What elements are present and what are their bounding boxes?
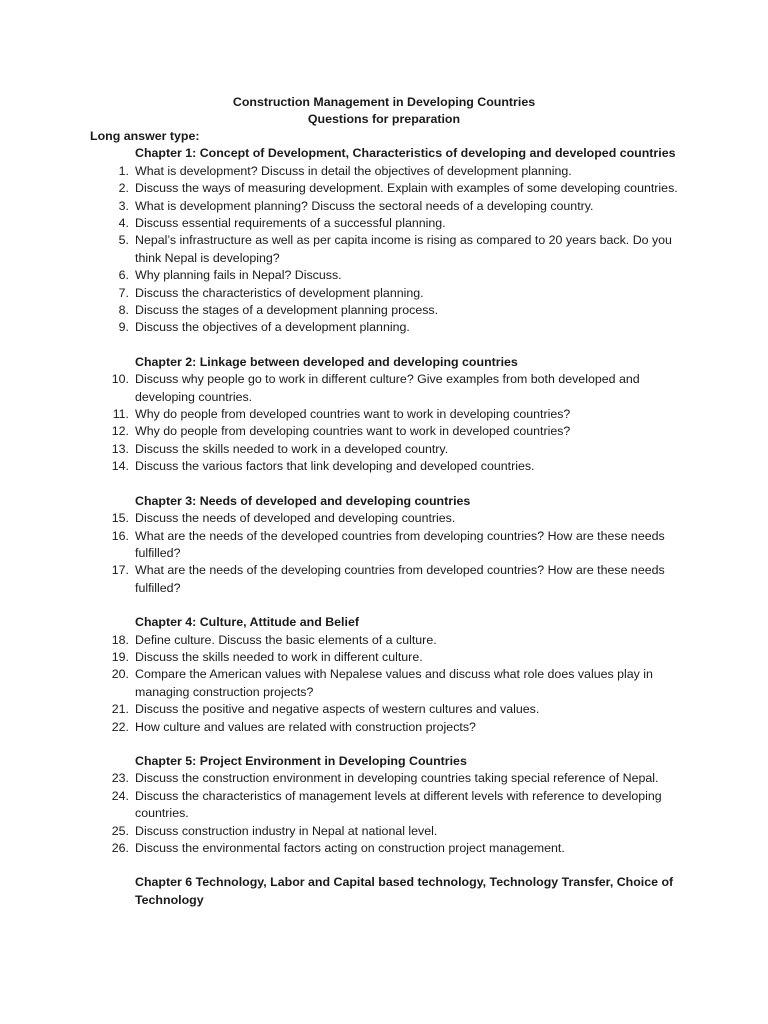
chapters-container (90, 145, 690, 909)
question-item (90, 528, 690, 563)
title-block (0, 94, 768, 129)
question-text: What are the needs of the developed countries from developing countries? How are these needs fulfilled? (135, 528, 665, 560)
question-item (90, 562, 690, 597)
question-text: What is development planning? Discuss the sectoral needs of a developing country. (135, 198, 594, 213)
question-number: 7. (118, 285, 129, 300)
question-number: 12. (111, 424, 129, 439)
chapter-heading: Chapter 6 Technology, Labor and Capital based technology, Technology Transfer, Choice of Technology (135, 875, 674, 907)
question-item (90, 840, 690, 857)
question-item (90, 458, 690, 475)
question-text: Discuss the skills needed to work in different culture. (135, 649, 423, 664)
question-text: Compare the American values with Nepalese values and discuss what role does values play in managing construction projects? (135, 667, 653, 699)
document-subtitle: Questions for preparation (307, 112, 461, 127)
question-number: 8. (118, 303, 129, 318)
question-text: Why do people from developing countries want to work in developed countries? (135, 424, 571, 439)
question-item (90, 163, 690, 180)
document-title: Construction Management in Developing Countries (232, 95, 536, 109)
question-text: Discuss the various factors that link developing and developed countries. (135, 459, 535, 474)
chapter-heading: Chapter 5: Project Environment in Developing Countries (135, 753, 467, 768)
question-item (90, 371, 690, 406)
question-item (90, 823, 690, 840)
question-item (90, 719, 690, 736)
question-number: 21. (111, 702, 129, 717)
chapter-heading: Chapter 1: Concept of Development, Characteristics of developing and developed countries (135, 146, 676, 161)
question-number: 19. (111, 649, 129, 664)
answer-type-label: Long answer type: (90, 129, 200, 143)
chapter-heading: Chapter 2: Linkage between developed and developing countries (135, 354, 518, 369)
question-number: 6. (118, 268, 129, 283)
question-number: 2. (118, 181, 129, 196)
question-list (90, 128, 690, 926)
question-item (90, 632, 690, 649)
question-item (90, 666, 690, 701)
question-number: 23. (111, 771, 129, 786)
question-item (90, 441, 690, 458)
question-item (90, 232, 690, 267)
question-text: Discuss the characteristics of development planning. (135, 285, 424, 300)
question-text: Discuss the environmental factors acting on construction project management. (135, 841, 565, 856)
chapter-heading: Chapter 3: Needs of developed and developing countries (135, 493, 471, 508)
question-text: Discuss the characteristics of management levels at different levels with reference to developing countries. (135, 788, 662, 821)
question-item (90, 406, 690, 423)
question-number: 9. (118, 320, 129, 335)
question-item (90, 302, 690, 319)
question-number: 16. (111, 528, 129, 543)
question-text: Discuss the stages of a development planning process. (135, 303, 439, 318)
chapter-section (90, 493, 690, 597)
question-number: 25. (111, 823, 129, 838)
question-number: 1. (118, 163, 129, 178)
question-item (90, 770, 690, 787)
question-text: Discuss the construction environment in developing countries taking special reference of Nepal. (135, 771, 659, 786)
chapter-heading: Chapter 4: Culture, Attitude and Belief (135, 615, 359, 630)
question-text: Why planning fails in Nepal? Discuss. (135, 268, 342, 283)
question-item (90, 649, 690, 666)
question-number: 5. (118, 233, 129, 248)
question-item (90, 180, 690, 197)
question-number: 3. (118, 198, 129, 213)
question-item (90, 788, 690, 823)
question-text: How culture and values are related with construction projects? (135, 719, 476, 734)
question-number: 18. (111, 632, 129, 647)
question-item (90, 267, 690, 284)
question-number: 17. (111, 563, 129, 578)
question-text: Discuss the objectives of a development planning. (135, 320, 410, 335)
question-text: Discuss the skills needed to work in a developed country. (135, 441, 449, 456)
question-text: Why do people from developed countries want to work in developing countries? (135, 407, 571, 422)
chapter-section (90, 145, 690, 336)
question-text: Nepal’s infrastructure as well as per capita income is rising as compared to 20 years back. Do you think Nepal is developing? (135, 233, 672, 265)
question-item (90, 701, 690, 718)
chapter-section (90, 614, 690, 736)
question-text: What is development? Discuss in detail the objectives of development planning. (135, 163, 572, 178)
question-text: Discuss the ways of measuring development. Explain with examples of some developing countries. (135, 181, 678, 196)
chapter-section (90, 874, 690, 909)
question-number: 26. (111, 841, 129, 856)
question-item (90, 510, 690, 527)
question-item (90, 319, 690, 336)
question-item (90, 215, 690, 232)
chapter-section (90, 354, 690, 476)
question-number: 24. (111, 788, 129, 803)
question-text: What are the needs of the developing countries from developed countries? How are these needs fulfilled? (135, 563, 665, 595)
question-text: Discuss construction industry in Nepal at national level. (135, 823, 438, 838)
question-number: 15. (111, 511, 129, 526)
question-text: Discuss why people go to work in different culture? Give examples from both developed and developing countries. (135, 372, 640, 404)
question-text: Discuss the needs of developed and developing countries. (135, 511, 456, 526)
question-text: Discuss essential requirements of a successful planning. (135, 216, 446, 231)
question-number: 10. (111, 372, 129, 387)
question-text: Define culture. Discuss the basic elements of a culture. (135, 632, 437, 647)
question-item (90, 198, 690, 215)
question-number: 14. (111, 459, 129, 474)
question-number: 13. (111, 441, 129, 456)
question-number: 4. (118, 216, 129, 231)
question-number: 11. (112, 407, 129, 422)
question-text: Discuss the positive and negative aspects of western cultures and values. (135, 702, 540, 717)
question-item (90, 423, 690, 440)
question-number: 20. (111, 667, 129, 682)
question-item (90, 285, 690, 302)
question-number: 22. (111, 719, 129, 734)
chapter-section (90, 753, 690, 857)
